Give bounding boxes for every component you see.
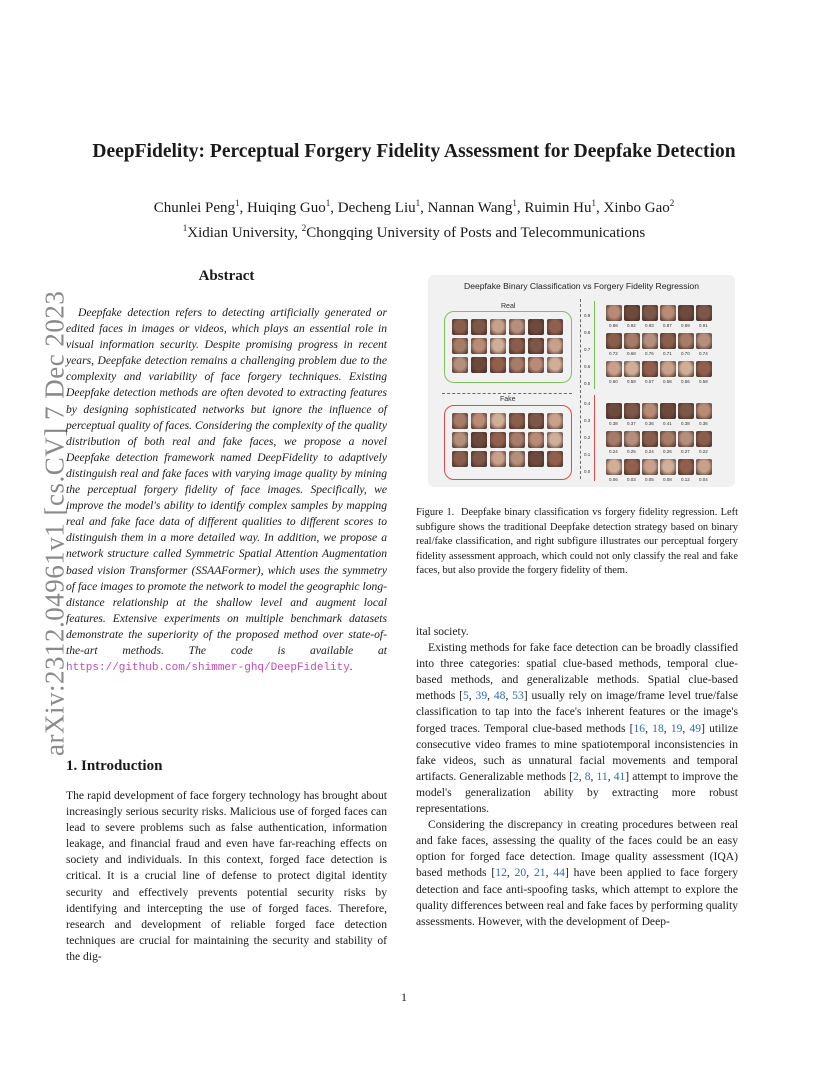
score-label: 0.60: [609, 379, 618, 384]
score-label: 0.58: [627, 379, 636, 384]
score-label: 0.91: [699, 323, 708, 328]
face-thumbnail: [452, 319, 468, 335]
affiliation: Xidian University: [187, 225, 295, 241]
figure-caption: Figure 1. Deepfake binary classification vs forgery fidelity regression. Left subfigure shows the traditional Deepfake detection strategy based on binary real/fake classification, and right subfigure illustrates our perceptual forgery fidelity assessment approach, which could not only classify the real and fake faces, but also provide the forgery fidelity of them.: [416, 507, 738, 577]
figure-title: Deepfake Binary Classification vs Forgery Fidelity Regression: [464, 281, 699, 291]
face-thumbnail: [660, 403, 676, 419]
face-thumbnail: [606, 361, 622, 377]
score-label: 0.68: [627, 351, 636, 356]
face-thumbnail: [606, 459, 622, 475]
score-tick: 0.0: [584, 469, 591, 474]
face-thumbnail: [696, 431, 712, 447]
face-thumbnail: [660, 459, 676, 475]
score-tick: 0.5: [584, 381, 591, 386]
score-label: 0.26: [663, 449, 672, 454]
face-thumbnail: [528, 338, 544, 354]
face-thumbnail: [490, 319, 506, 335]
score-label: 0.88: [609, 323, 618, 328]
score-label: 0.93: [645, 323, 654, 328]
citation-link[interactable]: 12: [495, 866, 507, 880]
score-row: [606, 431, 712, 447]
face-thumbnail: [471, 451, 487, 467]
score-label: 0.37: [627, 421, 636, 426]
score-row: [606, 305, 712, 321]
score-tick: 0.2: [584, 435, 591, 440]
citation-link[interactable]: 20: [514, 866, 527, 880]
score-tick: 0.7: [584, 347, 591, 352]
citation-link[interactable]: 53: [512, 689, 524, 703]
code-link[interactable]: https://github.com/shimmer-ghq/DeepFidelity: [66, 662, 350, 675]
citation-link[interactable]: 8: [584, 769, 591, 783]
face-thumbnail: [642, 361, 658, 377]
citation-link[interactable]: 49: [689, 721, 702, 735]
fake-face-grid: [452, 413, 563, 467]
face-thumbnail: [696, 361, 712, 377]
face-thumbnail: [471, 319, 487, 335]
face-thumbnail: [528, 357, 544, 373]
real-score-axis: [594, 301, 595, 389]
paragraph: Considering the discrepancy in creating procedures between real and fake faces, assessing the quality of the faces could be an easy option for forged face detection. Image quality assessment (IQA) based methods [12, 20, 21, 44] have been applied to face forgery detection and face anti-spoofing tasks, which attempt to explore the quality differences between real and fake faces by performing quality assessments. However, with the development of Deep-: [416, 818, 739, 928]
face-thumbnail: [509, 338, 525, 354]
score-label: 0.71: [663, 351, 672, 356]
score-label: 0.36: [699, 421, 708, 426]
face-thumbnail: [678, 333, 694, 349]
score-label: 0.72: [609, 351, 618, 356]
score-tick: 0.3: [584, 418, 591, 423]
page-number: 1: [401, 990, 407, 1004]
face-thumbnail: [678, 459, 694, 475]
face-thumbnail: [509, 357, 525, 373]
author: Ruimin Hu$^1$: [524, 198, 596, 216]
score-label: 0.03: [627, 477, 636, 482]
score-label: 0.36: [645, 421, 654, 426]
real-label: Real: [501, 303, 516, 310]
face-thumbnail: [678, 403, 694, 419]
fake-score-axis: [594, 395, 595, 481]
face-thumbnail: [509, 413, 525, 429]
score-tick: 0.9: [584, 313, 591, 318]
citation-link[interactable]: 18: [652, 721, 664, 735]
face-thumbnail: [509, 319, 525, 335]
face-thumbnail: [452, 357, 468, 373]
face-thumbnail: [471, 338, 487, 354]
face-thumbnail: [642, 431, 658, 447]
score-row: [606, 459, 712, 475]
face-thumbnail: [624, 333, 640, 349]
face-thumbnail: [696, 333, 712, 349]
face-thumbnail: [660, 431, 676, 447]
face-thumbnail: [606, 403, 622, 419]
score-tick: 0.1: [584, 452, 591, 457]
score-label: 0.12: [681, 477, 690, 482]
citation-link[interactable]: 39: [475, 689, 488, 703]
score-tick: 0.8: [584, 330, 591, 335]
face-thumbnail: [606, 305, 622, 321]
face-thumbnail: [547, 319, 563, 335]
score-label: 0.58: [699, 379, 708, 384]
score-label: 0.87: [663, 323, 672, 328]
score-label: 0.74: [699, 351, 708, 356]
abstract-heading: Abstract: [198, 268, 255, 284]
author: Decheng Liu$^1$: [337, 198, 421, 216]
face-thumbnail: [490, 451, 506, 467]
score-row: [606, 361, 712, 377]
score-label: 0.24: [645, 449, 654, 454]
face-thumbnail: [452, 413, 468, 429]
face-thumbnail: [624, 459, 640, 475]
face-thumbnail: [471, 432, 487, 448]
score-label: 0.25: [627, 449, 636, 454]
face-thumbnail: [528, 451, 544, 467]
score-label: 0.56: [681, 379, 690, 384]
affiliation-list: $^1$Xidian University, $^2$Chongqing University of Posts and Telecommunications: [182, 223, 646, 241]
face-thumbnail: [624, 361, 640, 377]
face-thumbnail: [678, 361, 694, 377]
citation-link[interactable]: 19: [670, 721, 683, 735]
face-thumbnail: [471, 413, 487, 429]
author: Huiqing Guo$^1$: [247, 198, 331, 216]
figure-1: [428, 275, 735, 487]
real-face-grid: [452, 319, 563, 373]
score-label: 0.05: [645, 477, 654, 482]
face-thumbnail: [642, 305, 658, 321]
face-thumbnail: [696, 403, 712, 419]
score-label: 0.04: [699, 477, 708, 482]
face-thumbnail: [642, 459, 658, 475]
face-thumbnail: [678, 431, 694, 447]
face-thumbnail: [547, 338, 563, 354]
face-thumbnail: [660, 361, 676, 377]
affiliation: Chongqing University of Posts and Telecommunications: [306, 225, 646, 241]
citation-link[interactable]: 44: [553, 866, 565, 880]
face-thumbnail: [678, 305, 694, 321]
face-thumbnail: [660, 305, 676, 321]
face-thumbnail: [528, 413, 544, 429]
subfigure-divider: [580, 299, 581, 479]
face-thumbnail: [606, 333, 622, 349]
score-row: [606, 403, 712, 419]
arxiv-side-label: arXiv:2312.04961v1 [cs.CV] 7 Dec 2023: [39, 290, 70, 756]
face-thumbnail: [509, 451, 525, 467]
paper-title: DeepFidelity: Perceptual Forgery Fidelity Assessment for Deepfake Detection: [92, 141, 736, 162]
score-label: 0.70: [681, 351, 690, 356]
citation-link[interactable]: 48: [493, 689, 506, 703]
face-thumbnail: [452, 432, 468, 448]
score-label: 0.57: [645, 379, 654, 384]
score-row: [606, 333, 712, 349]
face-thumbnail: [696, 305, 712, 321]
paragraph: ital society.: [416, 625, 469, 638]
citation-link[interactable]: 21: [533, 866, 546, 880]
citation-link[interactable]: 41: [613, 769, 626, 783]
score-label: 0.06: [609, 477, 618, 482]
face-thumbnail: [624, 403, 640, 419]
score-tick: 0.4: [584, 401, 591, 406]
face-thumbnail: [490, 432, 506, 448]
face-thumbnail: [642, 403, 658, 419]
score-label: 0.76: [645, 351, 654, 356]
face-thumbnail: [490, 338, 506, 354]
score-label: 0.41: [663, 421, 672, 426]
author: Xinbo Gao$^2$: [603, 198, 675, 216]
citation-link[interactable]: 11: [596, 769, 608, 783]
author-list: Chunlei Peng$^1$, Huiqing Guo$^1$, Decheng Liu$^1$, Nannan Wang$^1$, Ruimin Hu$^1$, Xinbo Gao$^2$: [153, 198, 675, 216]
score-label: 0.27: [681, 449, 690, 454]
paragraph: Existing methods for fake face detection can be broadly classified into three categories: spatial clue-based methods, temporal clue-based methods, and generalizable methods. Spatial clue-based methods [5, 39, 48, 53] usually rely on image/frame level true/false classification to tap into the face's inherent features or the image's forged traces. Temporal clue-based methods [16, 18, 19, 49] utilize consecutive video frames to mine spatiotemporal inconsistencies in fake videos, such as unnatural facial movements and temporal artifacts. Generalizable methods [2, 8, 11, 41] attempt to improve the model's generalization ability by extracting more robust representations.: [416, 641, 739, 816]
score-label: 0.92: [627, 323, 636, 328]
intro-paragraph: The rapid development of face forgery technology has brought about increasingly serious security risks. Malicious use of forged faces can lead to severe problems such as false authentication, information leakage, and financial fraud and even have far-reaching effects on society and individuals. In this context, forged face detection is critical. It is a crucial line of defense to protect digital identity security and effectively prevents potential security risks by identifying and intercepting the use of forged faces. Therefore, research and development of reliable forged face detection techniques are crucial for maintaining the security and stability of the dig-: [66, 789, 387, 963]
author: Chunlei Peng$^1$: [153, 198, 240, 216]
author-block: [60, 193, 768, 243]
face-thumbnail: [547, 432, 563, 448]
section-heading-introduction: 1. Introduction: [66, 758, 163, 774]
score-label: 0.38: [609, 421, 618, 426]
right-column-text: [416, 624, 738, 930]
author: Nannan Wang$^1$: [427, 198, 517, 216]
face-thumbnail: [547, 451, 563, 467]
face-thumbnail: [547, 413, 563, 429]
face-thumbnail: [471, 357, 487, 373]
score-label: 0.22: [699, 449, 708, 454]
citation-link[interactable]: 5: [462, 689, 469, 703]
face-thumbnail: [490, 413, 506, 429]
score-label: 0.38: [681, 421, 690, 426]
score-label: 0.89: [681, 323, 690, 328]
score-label: 0.24: [609, 449, 618, 454]
face-thumbnail: [642, 333, 658, 349]
face-thumbnail: [490, 357, 506, 373]
score-label: 0.08: [663, 477, 672, 482]
face-thumbnail: [606, 431, 622, 447]
face-thumbnail: [660, 333, 676, 349]
fake-label: Fake: [500, 396, 516, 403]
face-thumbnail: [509, 432, 525, 448]
face-thumbnail: [528, 319, 544, 335]
face-thumbnail: [624, 305, 640, 321]
face-thumbnail: [452, 451, 468, 467]
face-thumbnail: [624, 431, 640, 447]
face-thumbnail: [452, 338, 468, 354]
score-tick: 0.6: [584, 364, 591, 369]
score-label: 0.58: [663, 379, 672, 384]
group-divider: [442, 393, 572, 394]
face-thumbnail: [696, 459, 712, 475]
face-thumbnail: [528, 432, 544, 448]
face-thumbnail: [547, 357, 563, 373]
abstract-text: Deepfake detection refers to detecting artificially generated or edited faces in images or videos, which plays an essential role in visual information security. Despite promising progress in recent years, Deepfake detection remains a challenging problem due to the complexity and variability of face forgery techniques. Existing Deepfake detection methods are often devoted to extracting features by designing sophisticated networks but ignore the influence of perceptual quality of faces. Considering the complexity of the quality distribution of both real and fake faces, we propose a novel Deepfake detection framework named DeepFidelity to adaptively distinguish real and fake faces with varying image quality by mining the perceptual forgery fidelity of face images. Specifically, we improve the model's ability to identify complex samples by mapping real and fake face data of different qualities to different scores to distinguish them in a more detailed way. In addition, we propose a network structure called Symmetric Spatial Attention Augmentation based vision Transformer (SSAAFormer), which uses the symmetry of face images to promote the network to model the geographic long-distance relationship at the shallow level and augment local features. Extensive experiments on multiple benchmark datasets demonstrate the superiority of the proposed method over state-of-the-art methods. The code is available at https://github.com/shimmer-ghq/DeepFidelity.: [66, 306, 387, 675]
citation-link[interactable]: 16: [633, 721, 646, 735]
citation-link[interactable]: 2: [572, 769, 579, 783]
